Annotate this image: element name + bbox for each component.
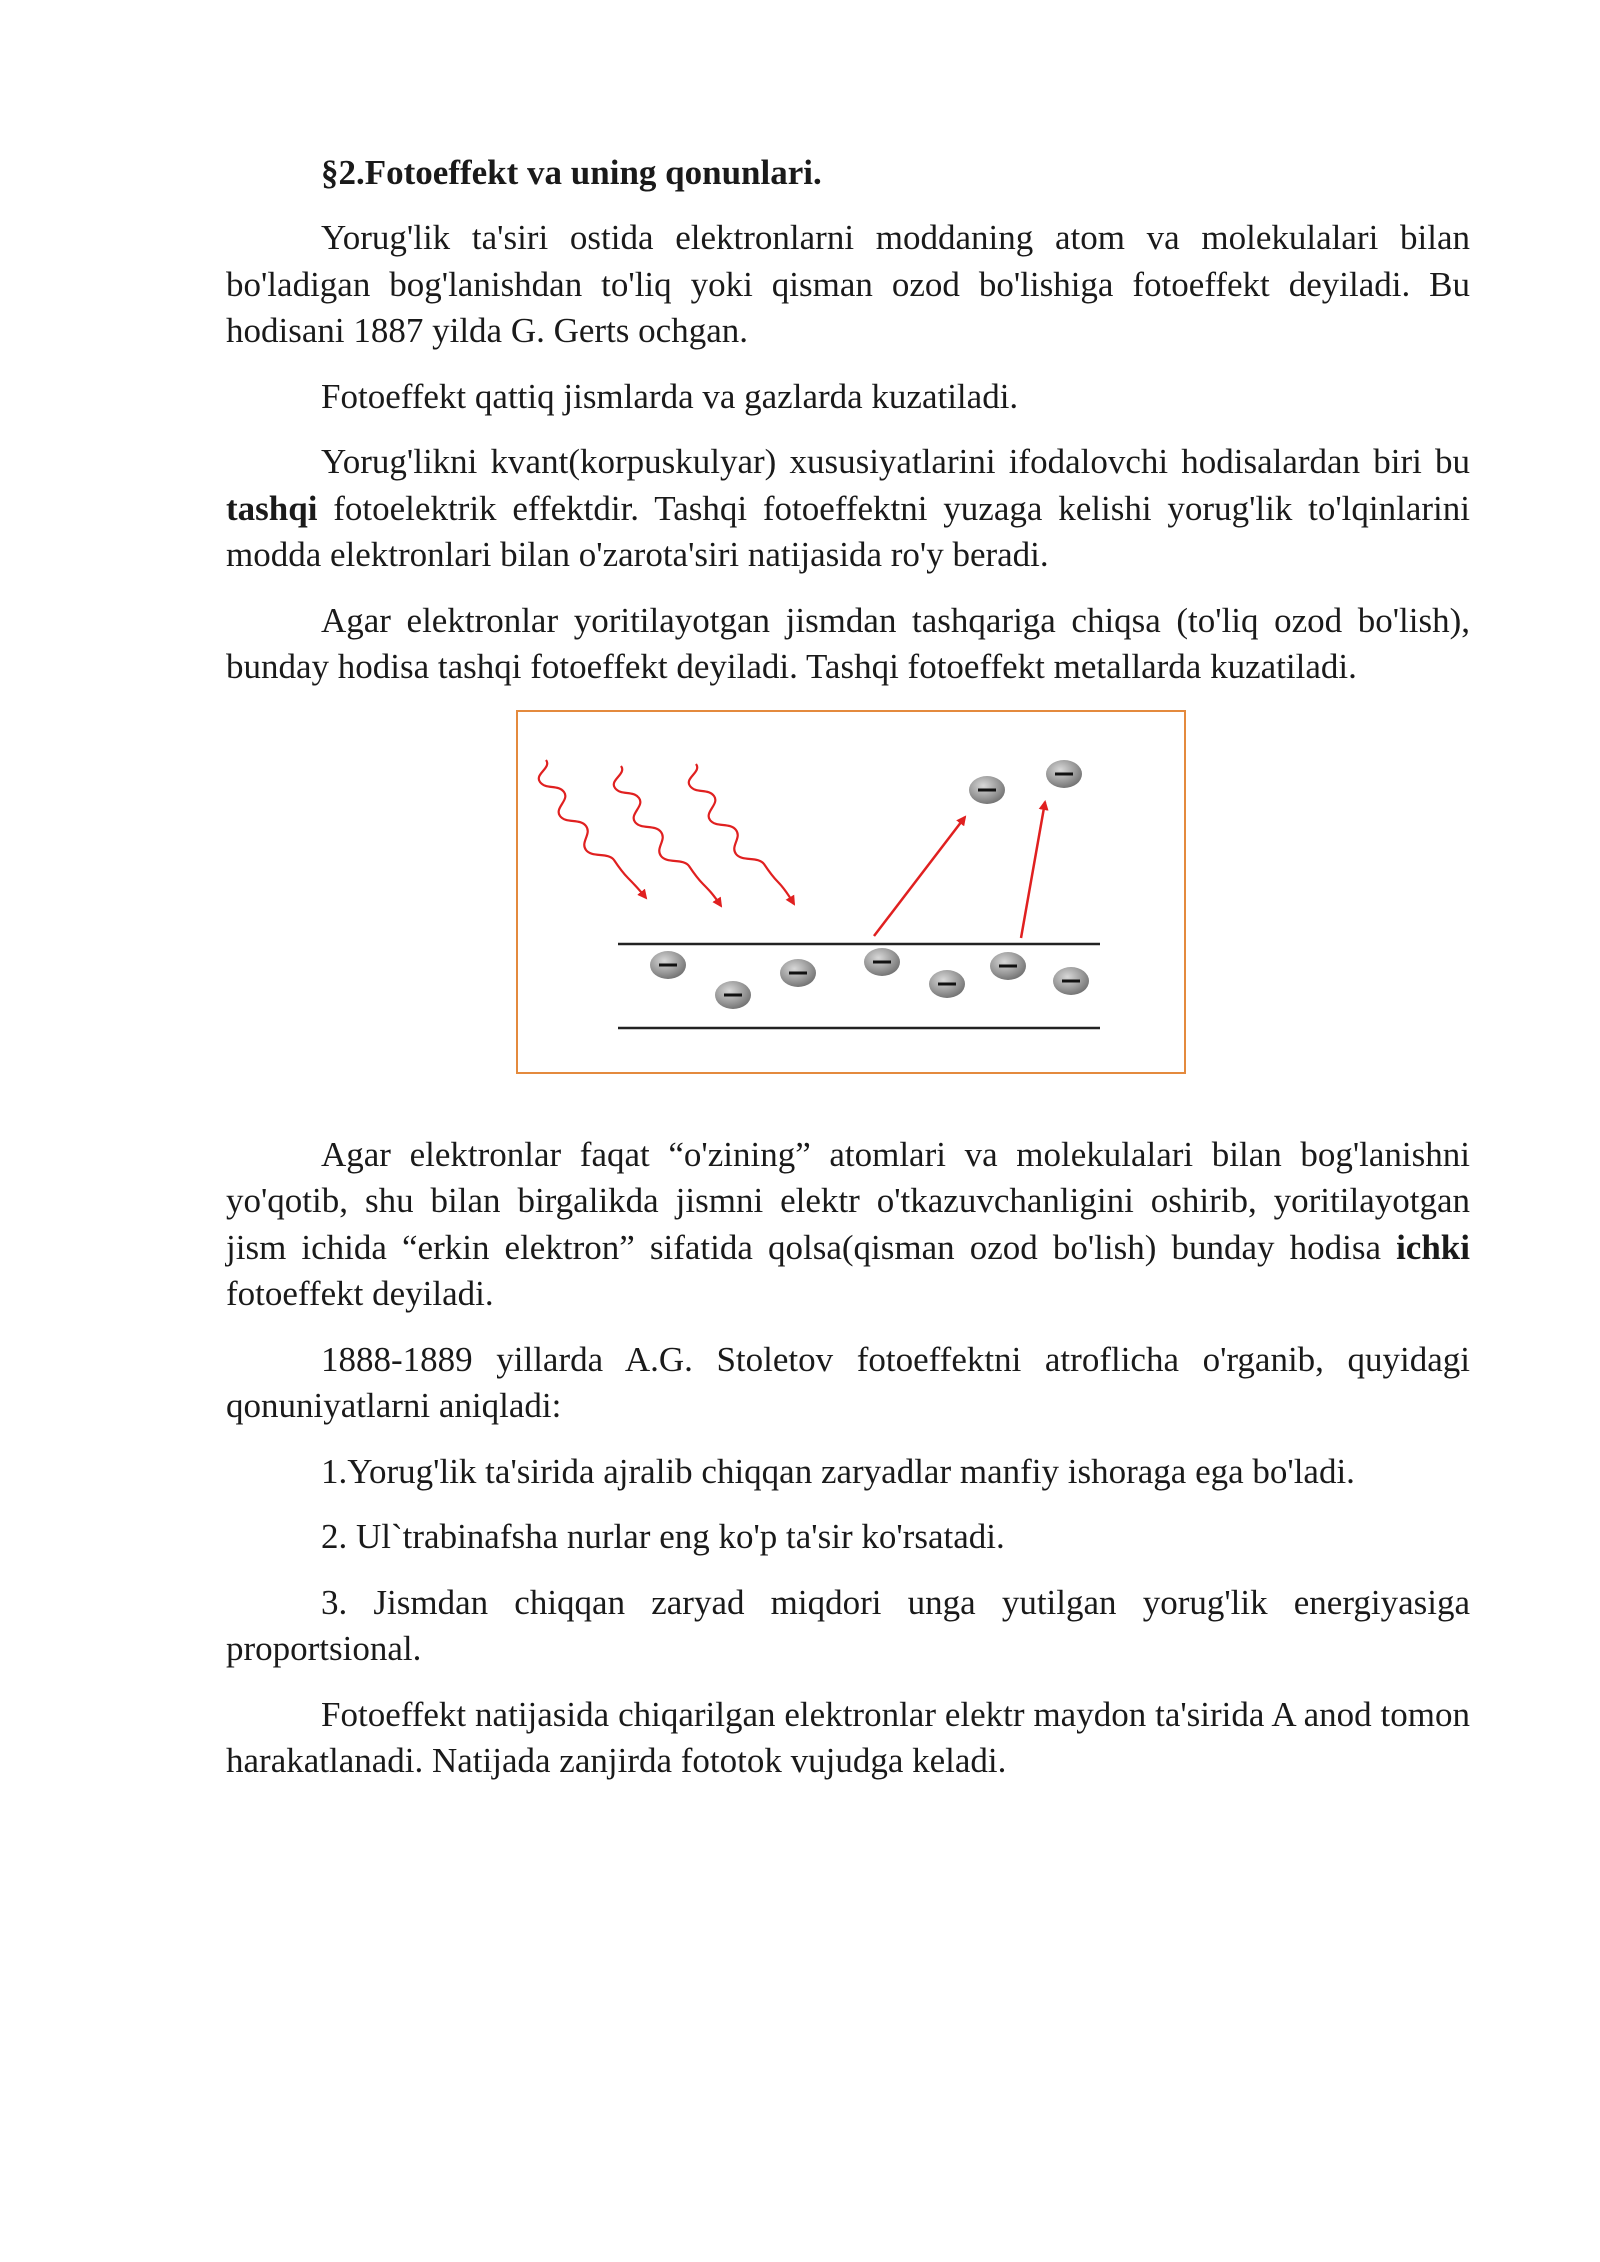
law-item-2: 2. Ul`trabinafsha nurlar eng ko'p ta'sir ko'rsatadi. [321, 1517, 1005, 1556]
bold-term-ichki: ichki [1396, 1227, 1470, 1267]
light-ray-1 [539, 760, 646, 898]
photoeffect-diagram [518, 712, 1184, 1072]
paragraph-stoletov: 1888-1889 yillarda A.G. Stoletov fotoeffektni atroflicha o'rganib, quyidagi qonuniyatlarni aniqladi: [226, 1339, 1470, 1425]
text-run: Yorug'likni kvant(korpuskulyar) xususiyatlarini ifodalovchi hodisalardan biri bu [321, 442, 1470, 481]
metal-electron [990, 952, 1026, 980]
metal-electron [650, 951, 686, 979]
ejected-electron [1046, 760, 1082, 788]
ejected-electron-arrow-2 [1021, 802, 1045, 938]
document-page [226, 150, 1470, 1804]
paragraph-external-definition: Agar elektronlar yoritilayotgan jismdan tashqariga chiqsa (to'liq ozod bo'lish), bunday hodisa tashqi fotoeffekt deyiladi. Tashqi fotoeffekt metallarda kuzatiladi. [226, 600, 1470, 686]
light-ray-2 [614, 766, 721, 906]
light-ray-3 [689, 764, 794, 904]
law-item-1: 1.Yorug'lik ta'sirida ajralib chiqqan zaryadlar manfiy ishoraga ega bo'ladi. [321, 1451, 1355, 1491]
bold-term-tashqi: tashqi [226, 488, 318, 528]
metal-electron [864, 948, 900, 976]
law-item-3: 3. Jismdan chiqqan zaryad miqdori unga yutilgan yorug'lik energiyasiga proportsional. [226, 1582, 1470, 1668]
metal-electron [780, 959, 816, 987]
paragraph-internal-effect [226, 1132, 1470, 1318]
text-run: fotoelektrik effektdir. Tashqi fotoeffektni yuzaga kelishi yorug'lik to'lqinlarini modda elektronlari bilan o'zarota'siri natijasida ro'y beradi. [226, 488, 1470, 574]
metal-electron [929, 970, 965, 998]
paragraph-photocurrent: Fotoeffekt natijasida chiqarilgan elektronlar elektr maydon ta'sirida A anod tomon harakatlanadi. Natijada zanjirda fototok vujudga keladi. [226, 1694, 1470, 1780]
metal-electron [1053, 967, 1089, 995]
paragraph-observation: Fotoeffekt qattiq jismlarda va gazlarda kuzatiladi. [321, 376, 1019, 416]
metal-electron [715, 981, 751, 1009]
figure-container [226, 710, 1470, 1080]
text-run: fotoeffekt deyiladi. [226, 1274, 494, 1313]
paragraph-definition: Yorug'lik ta'siri ostida elektronlarni moddaning atom va molekulalari bilan bo'ladigan bog'lanishdan to'liq yoki qisman ozod bo'lishiga fotoeffekt deyiladi. Bu hodisani 1887 yilda G. Gerts ochgan. [226, 218, 1470, 350]
ejected-electron [969, 776, 1005, 804]
ejected-electron-arrow-1 [874, 817, 965, 936]
section-heading: §2.Fotoeffekt va uning qonunlari. [321, 153, 822, 192]
paragraph-external-effect [226, 439, 1470, 579]
text-run: Agar elektronlar faqat “o'zining” atomlari va molekulalari bilan bog'lanishni yo'qotib, shu bilan birgalikda jismni elektr o'tkazuvchanligini oshirib, yoritilayotgan jism ichida “erkin elektron” sifatida qolsa(qisman ozod bo'lish) bunday hodisa [226, 1134, 1470, 1267]
photoeffect-figure [516, 710, 1186, 1074]
